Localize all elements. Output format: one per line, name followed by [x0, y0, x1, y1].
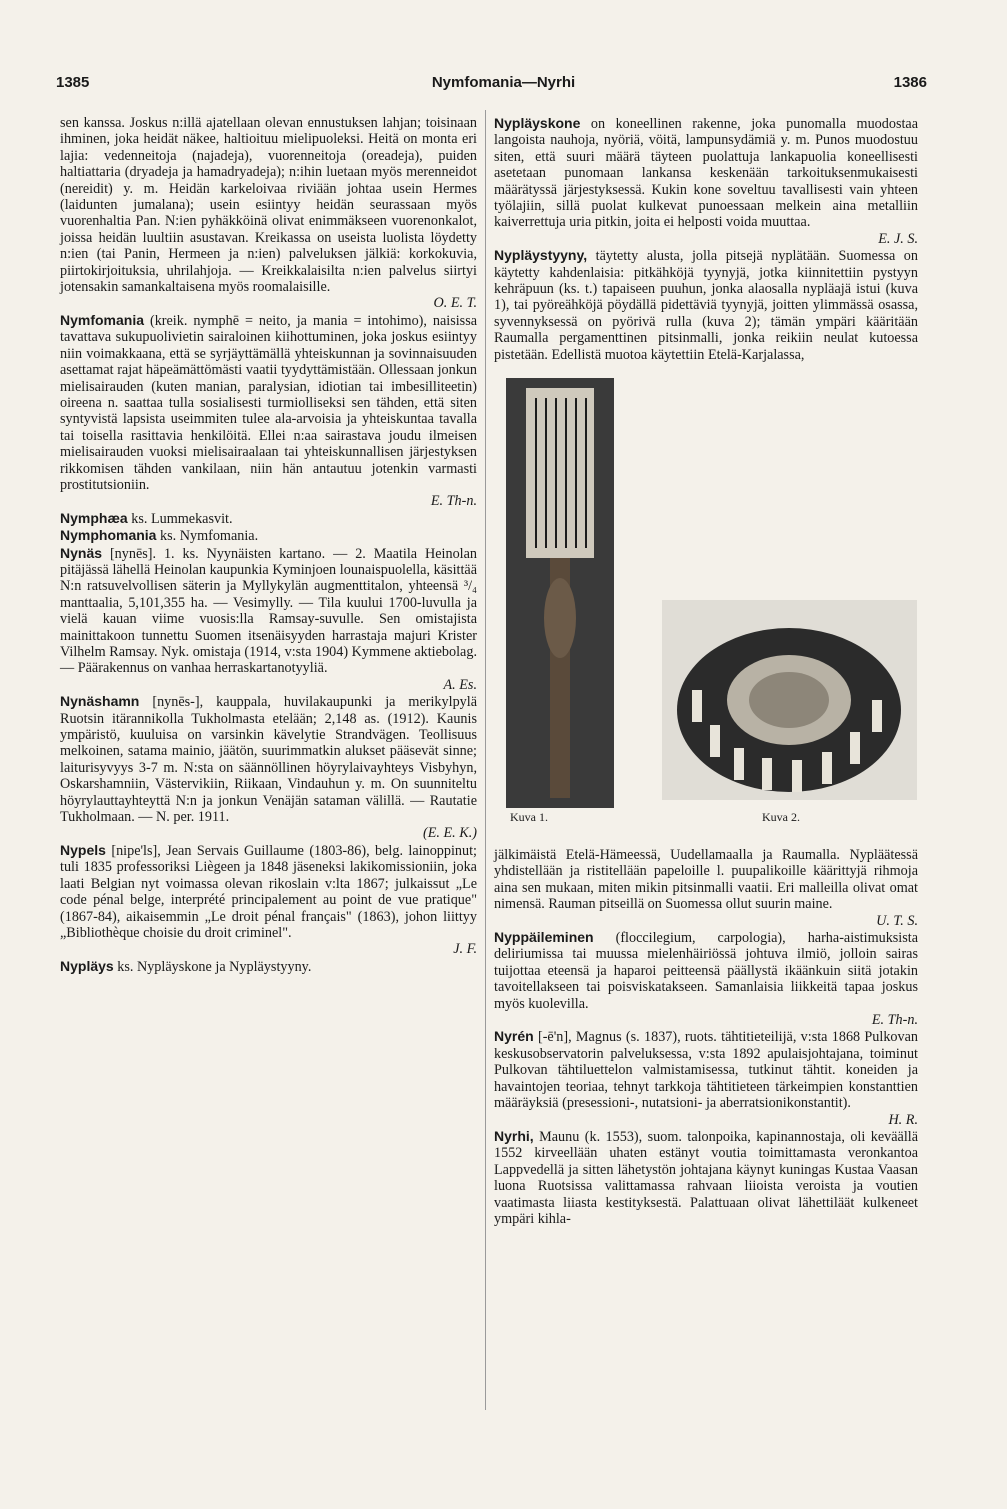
author-signature: E. Th-n.	[430, 493, 477, 510]
article-entry	[60, 545, 477, 694]
entry-headword: Nyrhi,	[494, 1127, 534, 1144]
article-entry	[494, 1028, 918, 1127]
entry-body: Maunu (k. 1553), suom. talonpoika, kapinannostaja, oli keväällä 1552 kirveellään uhaten estänyt voutia toimittamasta veronkantoa Lappvedellä ja sitten lähetystön johtajana käynyt kuningas Kustaa Vaasan luona Ruotsissa valittamassa rahvaan liioista veroista ja voutien vaatimasta liiasta kestityksestä. Palattuaan olivat lähettiläät kulkeneet ympäri kihla-	[494, 1128, 918, 1227]
page-number-left: 1385	[56, 74, 90, 91]
page-header	[40, 74, 967, 98]
author-signature: (E. E. K.)	[423, 825, 477, 842]
author-signature: A. Es.	[443, 676, 477, 693]
article-entry	[60, 510, 477, 527]
entry-body: (kreik. nymphē = neito, ja mania = intohimo), naisissa tavattava sukupuolivietin sairaloinen kiihottuminen, joka joskus esiintyy niin voimakkaana, että se syrjäyttämällä yhteiskunnan ja sovinnaisuuden asettamat rajat häpeämättömästi vaatii tyydyttämistään. Ollessaan jonkun mielisairauden (kuten manian, paralysian, idiotian tai imbesilliteetin) oireena n. saattaa tulla sosialisesti turmiolliseksi sen tähden, että siten syntyvistä lapsista useimmiten tulee ala-arvoisia ja yhteiskuntaa tavalla tai toisella rasittavia henkilöitä. Ellei n:aa sairastava joudu ilmeisen mielisairauden vuoksi mielisairaalaan tai yhteiskunnallisen järjestyksen rikkomisen tähden vankilaan, niin hän antautuu jotenkin varmasti prostitutsioniin.	[60, 312, 478, 493]
entry-headword: Nyppäileminen	[494, 929, 594, 946]
article-entry	[60, 312, 477, 510]
author-signature: E. J. S.	[878, 230, 918, 247]
left-column	[60, 115, 477, 975]
column-divider	[485, 110, 486, 1410]
entry-body: [nynēs-], kauppala, huvilakaupunki ja merikylpylä Ruotsin itärannikolla Tukholmasta etelään; 2,148 as. (1912). Kaunis ympäristö, kuuluisa on varsinkin kävelytie Strandvägen. Teollisuus melkoinen, satama mainio, jäätön, suurimmatkin alukset pääsevät sinne; laiturisyvyys 3-7 m. N:sta on säännöllinen höyrylaivayhteys Visbyhyn, Oskarshamniin, Västervikiin, Riikaan, Vindauhun y. m. On suunniteltu höyrylauttayhteyttä N:n ja jonkun Venäjän sataman välillä. — Rautatie Tukholmaan. — N. per. 1911.	[60, 694, 477, 826]
entry-body: jälkimäistä Etelä-Hämeessä, Uudellamaalla ja Raumalla. Nypläätessä yhdistellään ja ristitellään papeloille l. puupalikoille käärittyjä rihmoja aina sen mukaan, miten mikin pitsinmalli vaatii. Eri malleilla olivat omat nimensä. Rauman pitseillä on Suomessa ollut suurin maine.	[494, 847, 918, 913]
article-entry	[494, 115, 918, 247]
article-entry	[60, 527, 477, 544]
entry-headword: Nynäs	[60, 544, 103, 561]
entry-body: sen kanssa. Joskus n:illä ajatellaan olevan ennustuksen lahjan; toisinaan ihminen, joka heidät näkee, haltioituu mielipuoleksi. Heitä on monta eri lajia: vedenneitoja (najadeja), vuorenneitoja (oreadeja), puiden haltiattaria (dryadeja ja hamadryadeja); n:ihin luetaan myös merenneidot (nereidit) y. m. Heidän karkeloivaa riviään johtaa usein Hermes (laidunten jumalana); usein esiintyy heidän seurassaan myös vuorenhaltia Pan. N:ien pyhäkköinä olivat enimmäkseen vuorenonkalot, joissa heidän luultiin asustavan. Kreikassa on useista luolista löydetty n:ien (tai Panin, Hermeen ja n:ien) palveluksen jälkiä: korkokuvia, piirtokirjoituksia, uhrilahjoja. — Kreikkalaisilta n:ien palvelus siirtyi jotensakin samankaltaisena myös roomalaisille.	[60, 115, 477, 296]
author-signature: E. Th-n.	[871, 1012, 918, 1029]
entry-headword: Nymfomania	[60, 311, 145, 328]
entry-body: täytetty alusta, jolla pitsejä nyplätään. Suomessa on käytetty kahdenlaisia: pitkähköjä tyynyjä, jotka kiinnitettiin pystyyn kehräpuun (ks. t.) tapaiseen puuhun, jonka alaosalla nypläajä istui (kuva 1), tai pyöreähköjä pöydällä pidettäviä tyynyjä, joitten ylimmässä osassa, syvennyksessä on pyörivä rulla (kuva 2); tämän ympäri kääritään Raumalla pergamenttinen pitsinmalli, jonka reikiin neulat kutoessa pistetään. Edellistä muotoa käytettiin Etelä-Karjalassa,	[494, 248, 918, 363]
author-signature: H. R.	[888, 1111, 918, 1128]
right-column-bottom	[494, 847, 918, 1227]
entry-body: ks. Lummekasvit.	[131, 510, 233, 527]
entry-headword: Nymphæa	[60, 509, 128, 526]
entry-headword: Nypläystyyny,	[494, 247, 588, 264]
entry-headword: Nymphomania	[60, 527, 157, 544]
article-entry	[494, 1128, 918, 1227]
article-entry	[60, 693, 477, 842]
entry-headword: Nypels	[60, 841, 106, 858]
article-text	[494, 847, 918, 929]
entry-headword: Nypläyskone	[494, 115, 581, 131]
article-entry	[494, 247, 918, 363]
author-signature: U. T. S.	[876, 912, 918, 929]
entry-body: on koneellinen rakenne, joka punomalla muodostaa langoista nauhoja, nyöriä, vöitä, lampunsydämiä y. m. Punos muodostuu siten, että suuri määrä täyteen puolattuja lankapuolia koneellisesti asetetaan punomaan lankansa keskenään tarkoituksenmukaisesti määrätyssä järjestyksessä. Kukin kone soveltuu tavallisesti vain yhteen työlajiin, sillä puolat kulkevat punoessaan melkein aina metalliin kaiverrettuja uria pitkin, joita ei helposti voida muuttaa.	[494, 116, 919, 231]
entry-headword: Nypläys	[60, 957, 114, 974]
right-column-top	[494, 115, 918, 363]
figure-caption-2: Kuva 2.	[762, 810, 800, 824]
entry-headword: Nyrén	[494, 1028, 534, 1045]
entry-body: ks. Nymfomania.	[160, 528, 259, 545]
article-text	[60, 115, 477, 312]
entry-body: [nipe'ls], Jean Servais Guillaume (1803-86), belg. lainoppinut; tuli 1835 professoriksi Liègeen ja 1848 jäseneksi lakikomissioniin, joka laati Belgian nyt voimassa olevan rikoslain v:lta 1867; julkaissut „Le code pénal belge, interprété principalement au point de vue pratique" (1867-84), aikaisemmin „Le droit pénal français" (1863), johon liittyy „Bibliothèque choisie du droit criminel".	[60, 842, 477, 941]
figure-lace-pillow-upright	[506, 378, 614, 808]
figure-lace-pillow-round	[662, 600, 917, 800]
article-entry	[60, 958, 477, 975]
entry-body: [-ē'n], Magnus (s. 1837), ruots. tähtitieteilijä, v:sta 1868 Pulkovan keskusobservatorin palveluksessa, v:sta 1892 apulaisjohtajana, toiminut Pulkovan tähtiluettelon valmistamisessa, tutkinut tähtit. koneiden ja havaintojen teoriaa, tehnyt tarkkoja tähtitieteen tärkeimpien konstanttien määräyksiä (presessioni-, nutatsioni- ja aberratsionikonstantit).	[494, 1029, 919, 1112]
article-entry	[60, 842, 477, 958]
entry-body: (floccilegium, carpologia), harha-aistimuksista deliriumissa tai muussa mielenhäiriössä johtuva ilmiö, jolloin sairas tuijottaa eteensä ja haparoi peitteensä päällystä ikäänkuin siitä jotakin tavoitellakseen tai poisviskatakseen. Samanlaisia liikkeitä tapaa joskus myös kuolevilla.	[494, 930, 919, 1012]
author-signature: J. F.	[453, 941, 477, 958]
entry-body: ks. Nypläyskone ja Nypläystyyny.	[117, 958, 312, 975]
article-entry	[494, 929, 918, 1028]
page-number-right: 1386	[893, 74, 927, 91]
entry-headword: Nynäshamn	[60, 693, 140, 710]
running-title: Nymfomania—Nyrhi	[431, 74, 576, 91]
figure-caption-1: Kuva 1.	[510, 810, 548, 824]
author-signature: O. E. T.	[433, 295, 477, 312]
entry-body: [nynēs]. 1. ks. Nyynäisten kartano. — 2. Maatila Heinolan pitäjässä lähellä Heinolan kaupunkia Kyminjoen lounaispuolella, käsittää N:n ratsuvelvollisen säterin ja Myllykylän augmenttitalon, yhteensä ³/₄ manttaalia, 5,101,355 ha. — Vesimylly. — Tila kuului 1700-luvulla ja vielä kauan viime vuosis:lla Ramsay-suvulle. Sen omistajista mainittakoon tunnettu Suomen itsenäisyyden harrastaja majuri Krister Vilhelm Ramsay. Nyk. omistaja (1914, v:sta 1904) Kymmene aktiebolag. — Päärakennus on vanhaa herraskartanotyyliä.	[60, 545, 478, 677]
